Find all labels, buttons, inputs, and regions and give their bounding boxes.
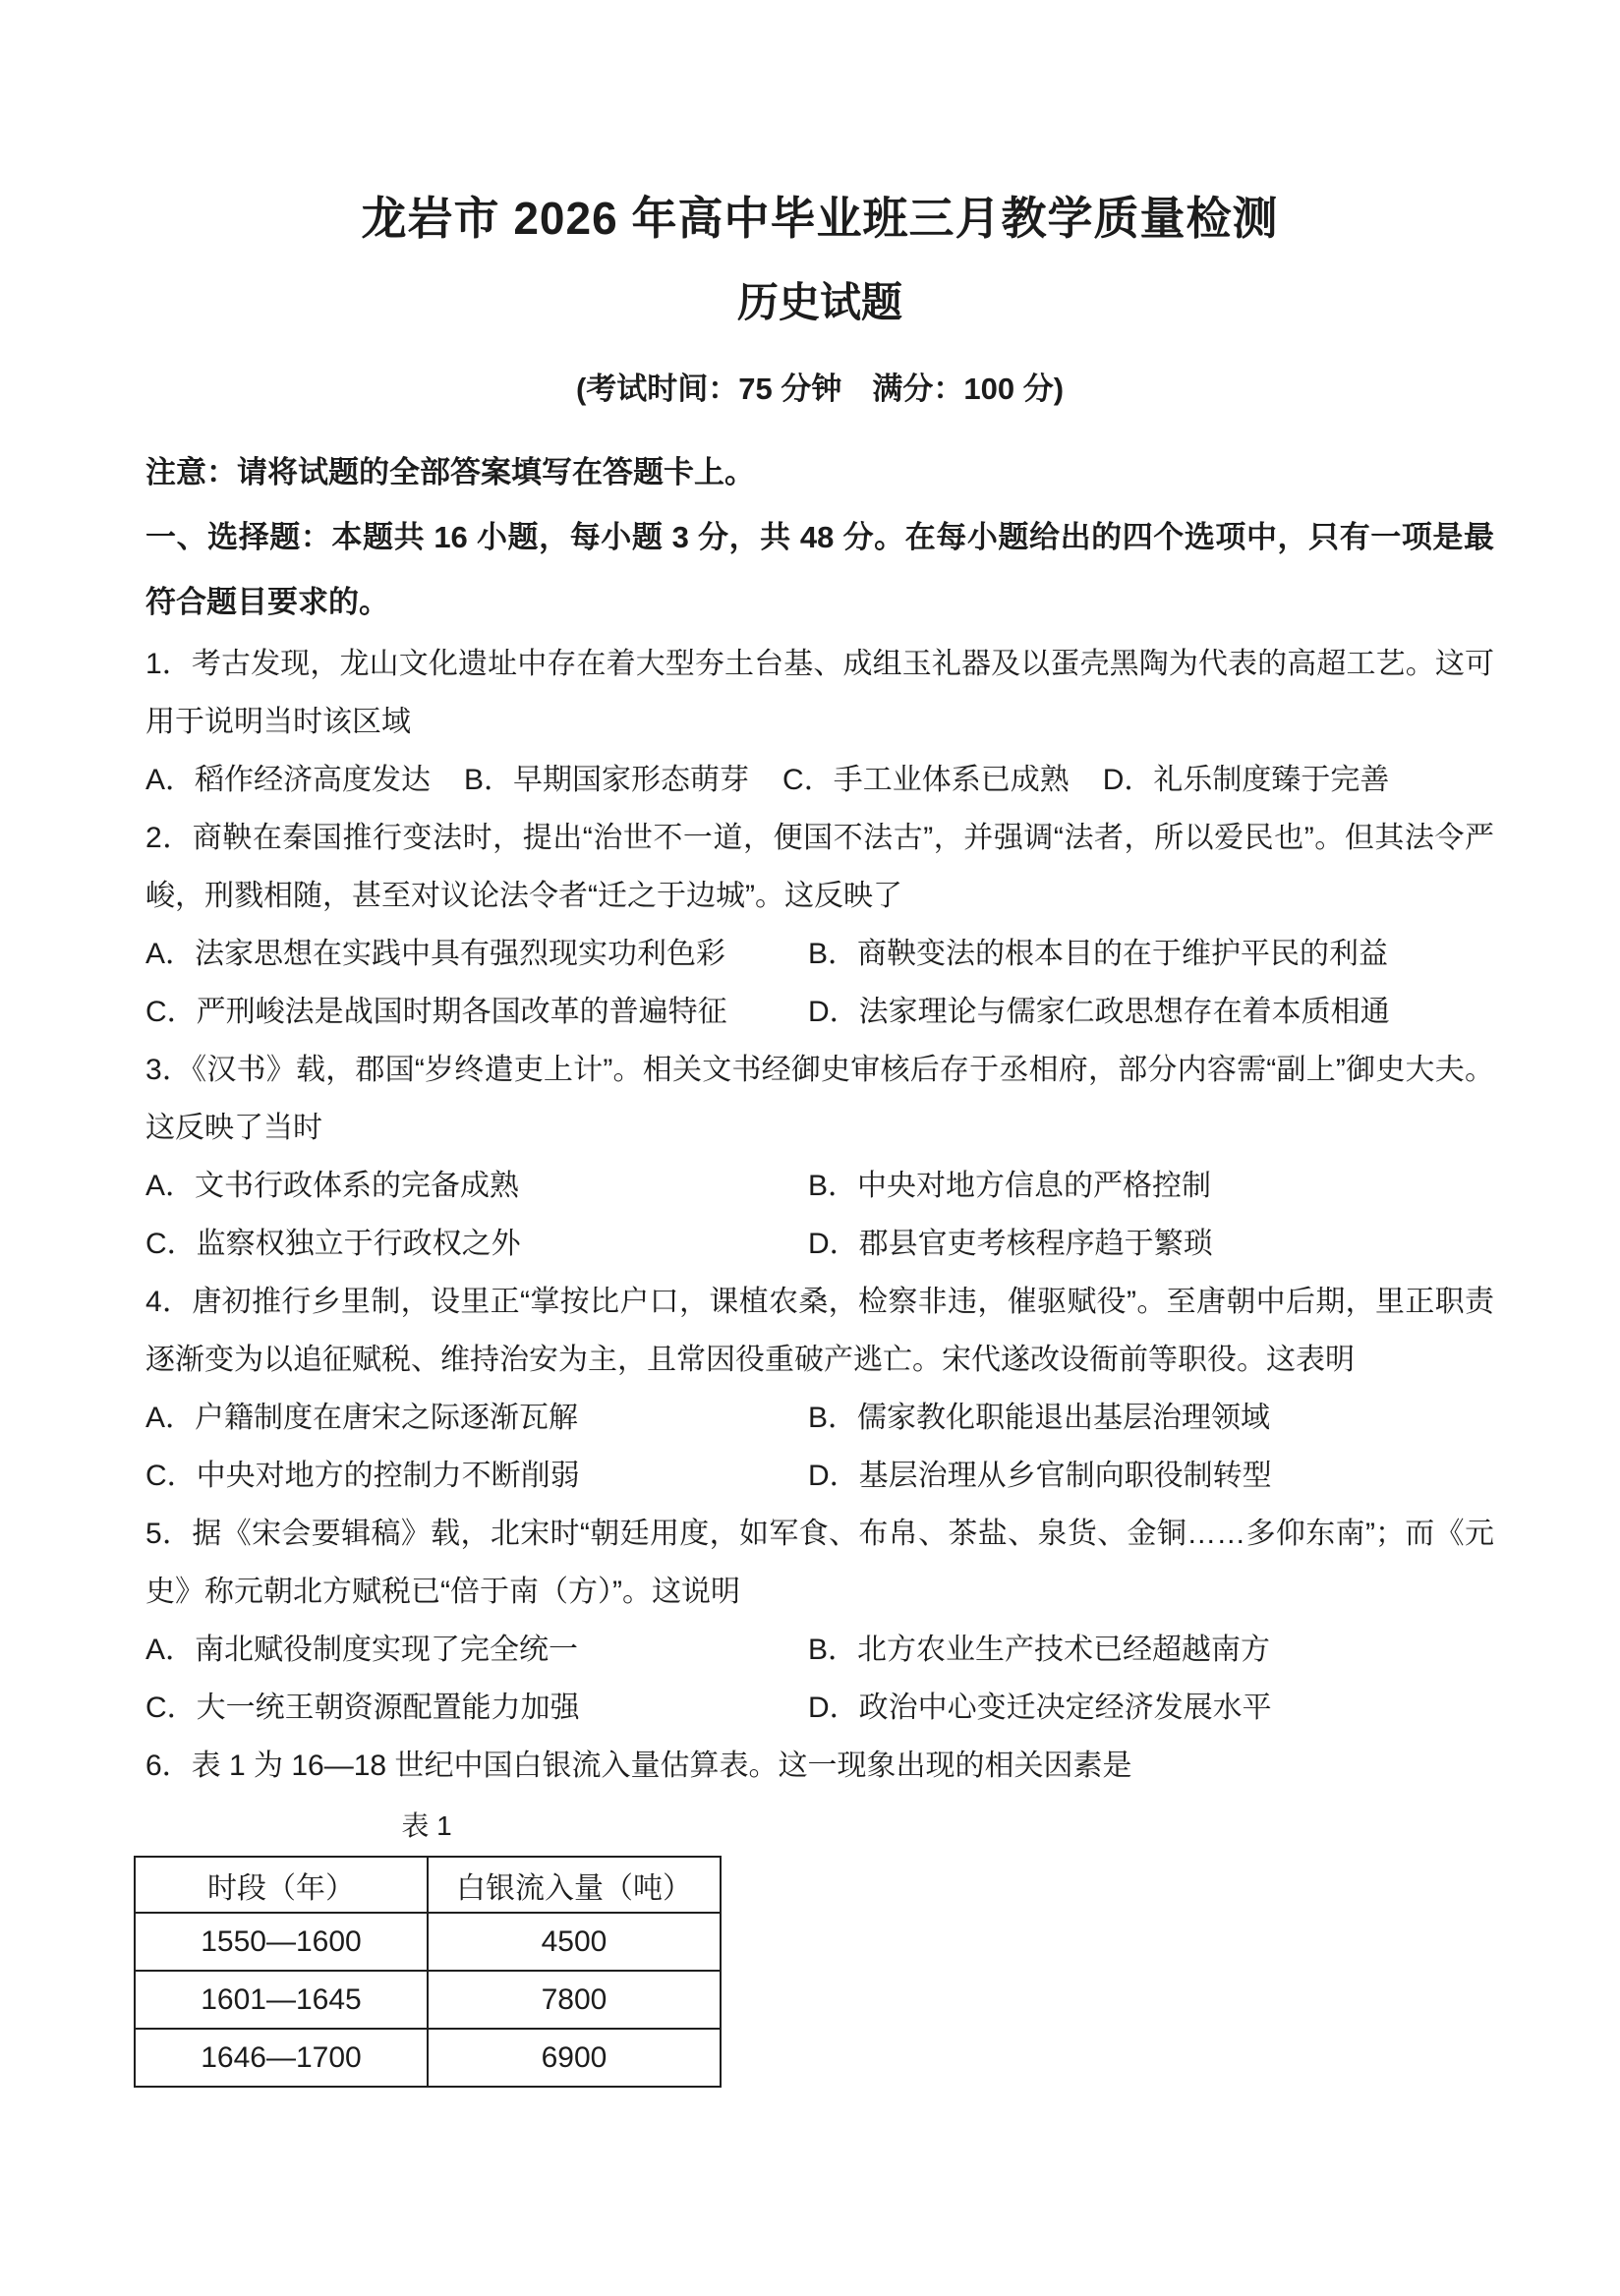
question-5-option-c: C．大一统王朝资源配置能力加强 (145, 1692, 580, 1724)
question-1 (145, 635, 1494, 809)
section-heading: 一、选择题：本题共 16 小题，每小题 3 分，共 48 分。在每小题给出的四个选项中，只有一项是最符合题目要求的。 (145, 520, 1494, 619)
table-cell-amount: 4500 (428, 1913, 721, 1971)
question-1-stem: 1．考古发现，龙山文化遗址中存在着大型夯土台基、成组玉礼器及以蛋壳黑陶为代表的高超工艺。这可用于说明当时该区域 (145, 648, 1494, 738)
table-cell-period: 1646—1700 (135, 2029, 428, 2087)
question-2-option-b: B．商鞅变法的根本目的在于维护平民的利益 (808, 938, 1389, 970)
question-3-option-a: A．文书行政体系的完备成熟 (145, 1170, 520, 1202)
question-1-option-d: D．礼乐制度臻于完善 (1102, 764, 1390, 796)
question-2-options (145, 925, 1494, 1041)
page-title: 龙岩市 2026 年高中毕业班三月教学质量检测 (361, 193, 1279, 244)
question-3-option-b: B．中央对地方信息的严格控制 (808, 1170, 1212, 1202)
table-row (135, 2029, 721, 2087)
question-3-option-d: D．郡县官吏考核程序趋于繁琐 (808, 1228, 1213, 1260)
table-header-period: 时段（年） (135, 1857, 428, 1913)
question-4-option-c: C．中央对地方的控制力不断削弱 (145, 1460, 580, 1492)
silver-inflow-table-section (145, 1807, 1494, 2088)
question-2-option-c: C．严刑峻法是战国时期各国改革的普遍特征 (145, 996, 727, 1028)
question-5 (145, 1505, 1494, 1737)
question-3 (145, 1041, 1494, 1273)
question-1-option-b: B．早期国家形态萌芽 (464, 764, 750, 796)
question-5-option-d: D．政治中心变迁决定经济发展水平 (808, 1692, 1272, 1724)
table-cell-period: 1550—1600 (135, 1913, 428, 1971)
question-4-option-b: B．儒家教化职能退出基层治理领域 (808, 1402, 1271, 1434)
question-4 (145, 1273, 1494, 1505)
question-4-stem: 4．唐初推行乡里制，设里正“掌按比户口，课植农桑，检察非违，催驱赋役”。至唐朝中后期，里正职责逐渐变为以追征赋税、维持治安为主，且常因役重破产逃亡。宋代遂改设衙前等职役。这表明 (145, 1286, 1494, 1376)
question-3-option-c: C．监察权独立于行政权之外 (145, 1228, 521, 1260)
notice-line: 注意：请将试题的全部答案填写在答题卡上。 (145, 455, 755, 489)
question-3-stem: 3．《汉书》载，郡国“岁终遣吏上计”。相关文书经御史审核后存于丞相府，部分内容需“副上”御史大夫。这反映了当时 (145, 1054, 1494, 1144)
question-2-option-a: A．法家思想在实践中具有强烈现实功利色彩 (145, 938, 726, 970)
table-header-amount: 白银流入量（吨） (428, 1857, 721, 1913)
question-5-option-a: A．南北赋役制度实现了完全统一 (145, 1634, 579, 1666)
table-caption: 表 1 (401, 1810, 452, 1841)
question-1-options (145, 751, 1494, 809)
question-1-option-c: C．手工业体系已成熟 (782, 764, 1070, 796)
exam-info: (考试时间：75 分钟 满分：100 分) (575, 372, 1065, 406)
question-5-stem: 5．据《宋会要辑稿》载，北宋时“朝廷用度，如军食、布帛、茶盐、泉货、金铜……多仰东南”；而《元史》称元朝北方赋税已“倍于南（方）”。这说明 (145, 1518, 1494, 1608)
question-4-option-d: D．基层治理从乡官制向职役制转型 (808, 1460, 1272, 1492)
table-header-row (135, 1857, 721, 1913)
table-cell-amount: 7800 (428, 1971, 721, 2029)
table-cell-amount: 6900 (428, 2029, 721, 2087)
question-4-option-a: A．户籍制度在唐宋之际逐渐瓦解 (145, 1402, 579, 1434)
table-row (135, 1913, 721, 1971)
question-6 (145, 1737, 1494, 1795)
question-5-option-b: B．北方农业生产技术已经超越南方 (808, 1634, 1271, 1666)
question-4-options (145, 1389, 1494, 1505)
question-3-options (145, 1157, 1494, 1273)
question-2 (145, 809, 1494, 1041)
question-2-option-d: D．法家理论与儒家仁政思想存在着本质相通 (808, 996, 1390, 1028)
question-1-option-a: A．稻作经济高度发达 (145, 764, 432, 796)
table-row (135, 1971, 721, 2029)
question-5-options (145, 1621, 1494, 1737)
silver-inflow-table (134, 1856, 722, 2088)
subject-title: 历史试题 (736, 279, 902, 325)
table-cell-period: 1601—1645 (135, 1971, 428, 2029)
question-2-stem: 2．商鞅在秦国推行变法时，提出“治世不一道，便国不法古”，并强调“法者，所以爱民也”。但其法令严峻，刑戮相随，甚至对议论法令者“迁之于边城”。这反映了 (145, 822, 1494, 912)
question-6-stem: 6．表 1 为 16—18 世纪中国白银流入量估算表。这一现象出现的相关因素是 (145, 1750, 1132, 1782)
